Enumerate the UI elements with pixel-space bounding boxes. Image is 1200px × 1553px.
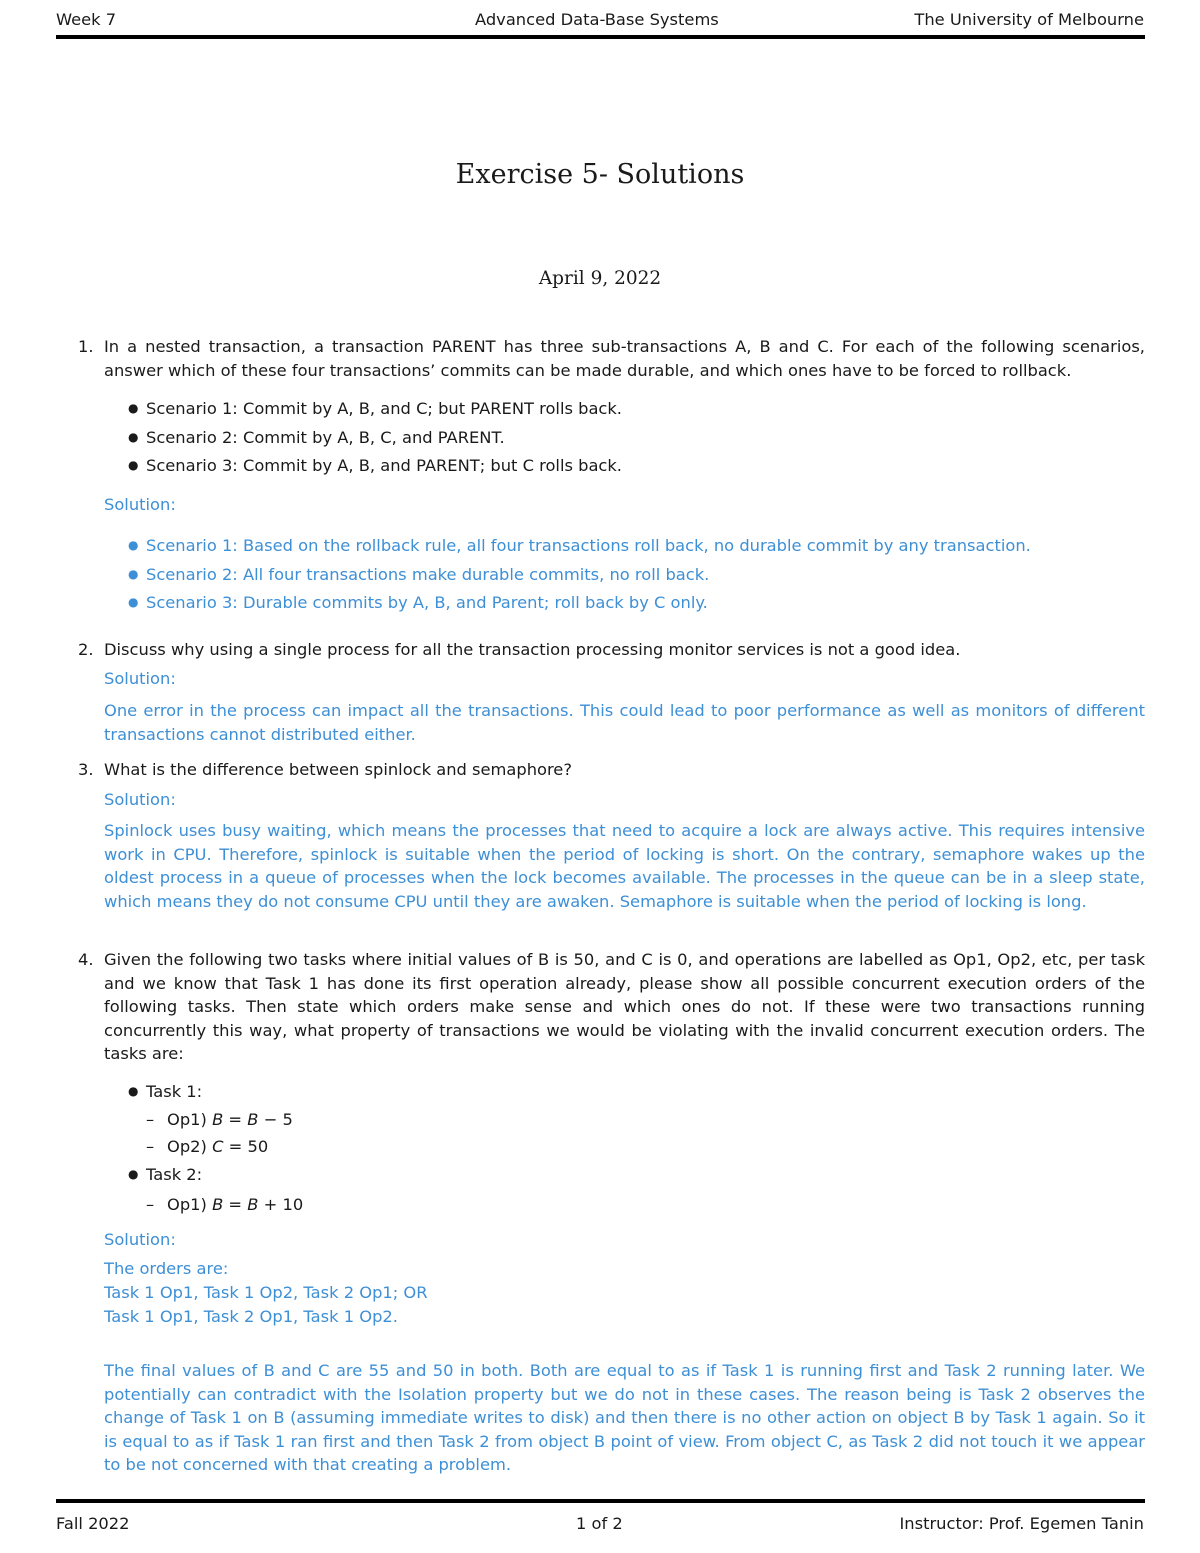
op-variable: C: [212, 1137, 224, 1156]
question-1-text: In a nested transaction, a transaction PARENT has three sub-transactions A, B and C. For each of the following scenarios, answer which of these four transactions’ commits can be made durable, and which ones have to be forced to rollback.: [104, 337, 1145, 380]
header-rule: [56, 35, 1145, 39]
question-2-solution: One error in the process can impact all the transactions. This could lead to poor performance as well as monitors of different transactions cannot distributed either.: [104, 701, 1145, 744]
question-4-text: Given the following two tasks where initial values of B is 50, and C is 0, and operations are labelled as Op1, Op2, etc, per task and we know that Task 1 has done its first operation already, please show all possible concurrent execution orders of the following tasks. Then state which orders make sense and which ones do not. If these were two transactions running concurrently this way, what property of transactions we would be violating with the invalid concurrent execution orders. The tasks are:: [104, 950, 1145, 1064]
task-1-op-1: [167, 1108, 567, 1132]
question-1-item-2: Scenario 2: Commit by A, B, C, and PARENT.: [146, 428, 505, 447]
question-1-solution-item-1: Scenario 1: Based on the rollback rule, all four transactions roll back, no durable commit by any transaction.: [146, 536, 1031, 555]
op-equals: =: [228, 1110, 243, 1129]
op-value: 5: [282, 1110, 293, 1129]
question-3-number: 3.: [78, 760, 94, 779]
op-label: Op1): [167, 1110, 207, 1129]
question-4-solution-label: Solution:: [104, 1230, 176, 1249]
footer-instructor: Instructor: Prof. Egemen Tanin: [899, 1514, 1144, 1533]
question-4-solution-line-3: Task 1 Op1, Task 2 Op1, Task 1 Op2.: [104, 1307, 398, 1326]
question-3-text: What is the difference between spinlock and semaphore?: [104, 760, 572, 779]
task-1-label: Task 1:: [146, 1082, 203, 1101]
header-university: The University of Melbourne: [914, 10, 1144, 29]
bullet-icon: ●: [128, 538, 139, 552]
question-1-item-1: Scenario 1: Commit by A, B, and C; but PARENT rolls back.: [146, 399, 622, 418]
question-4-number: 4.: [78, 950, 94, 969]
op-equals: =: [228, 1137, 243, 1156]
question-1-solution-label: Solution:: [104, 495, 176, 514]
task-2-label: Task 2:: [146, 1165, 203, 1184]
op-variable: B: [212, 1110, 224, 1129]
question-4-solution-paragraph: The final values of B and C are 55 and 50 in both. Both are equal to as if Task 1 is running first and Task 2 running later. We potentially can contradict with the Isolation property but we do not in these cases. The reason being is Task 2 observes the change of Task 1 on B (assuming immediate writes to disk) and then there is no other action on object B by Task 1 again. So it is equal to as if Task 1 ran first and then Task 2 from object B point of view. From object C, as Task 2 did not touch it we appear to be not concerned with that creating a problem.: [104, 1361, 1145, 1475]
op-operator: −: [263, 1110, 278, 1129]
footer-page-number: 1 of 2: [576, 1514, 623, 1533]
question-1-solution-item-3: Scenario 3: Durable commits by A, B, and Parent; roll back by C only.: [146, 593, 708, 612]
footer-rule: [56, 1499, 1145, 1503]
bullet-icon: ●: [128, 401, 139, 415]
op-variable: B: [247, 1195, 259, 1214]
question-4-solution-line-1: The orders are:: [104, 1259, 229, 1278]
question-1-item-3: Scenario 3: Commit by A, B, and PARENT; but C rolls back.: [146, 456, 622, 475]
question-4-solution-line-2: Task 1 Op1, Task 1 Op2, Task 2 Op1; OR: [104, 1283, 428, 1302]
op-operator: +: [263, 1195, 278, 1214]
header-course: Advanced Data-Base Systems: [475, 10, 719, 29]
bullet-icon: ●: [128, 1167, 139, 1181]
dash-icon: –: [146, 1195, 155, 1214]
question-2-number: 2.: [78, 640, 94, 659]
task-1-op-2: [167, 1135, 567, 1159]
question-3-solution: Spinlock uses busy waiting, which means the processes that need to acquire a lock are always active. This requires intensive work in CPU. Therefore, spinlock is suitable when the period of locking is short. On the contrary, semaphore wakes up the oldest process in a queue of processes when the lock becomes available. The processes in the queue can be in a sleep state, which means they do not consume CPU until they are awaken. Semaphore is suitable when the period of locking is long.: [104, 821, 1145, 911]
question-1-number: 1.: [78, 337, 94, 356]
op-value: 50: [247, 1137, 269, 1156]
task-2-op-1: [167, 1193, 567, 1217]
bullet-icon: ●: [128, 430, 139, 444]
bullet-icon: ●: [128, 567, 139, 581]
op-variable: B: [247, 1110, 259, 1129]
bullet-icon: ●: [128, 595, 139, 609]
dash-icon: –: [146, 1137, 155, 1156]
question-1-solution-item-2: Scenario 2: All four transactions make durable commits, no roll back.: [146, 565, 710, 584]
question-2-solution-label: Solution:: [104, 669, 176, 688]
bullet-icon: ●: [128, 1084, 139, 1098]
op-value: 10: [282, 1195, 304, 1214]
op-variable: B: [212, 1195, 224, 1214]
op-label: Op2): [167, 1137, 207, 1156]
page-date: April 9, 2022: [538, 268, 662, 289]
bullet-icon: ●: [128, 458, 139, 472]
question-2-text: Discuss why using a single process for all the transaction processing monitor services is not a good idea.: [104, 640, 961, 659]
header-week: Week 7: [56, 10, 117, 29]
dash-icon: –: [146, 1110, 155, 1129]
op-label: Op1): [167, 1195, 207, 1214]
footer-term: Fall 2022: [56, 1514, 130, 1533]
op-equals: =: [228, 1195, 243, 1214]
page-title: Exercise 5- Solutions: [455, 159, 745, 190]
question-3-solution-label: Solution:: [104, 790, 176, 809]
